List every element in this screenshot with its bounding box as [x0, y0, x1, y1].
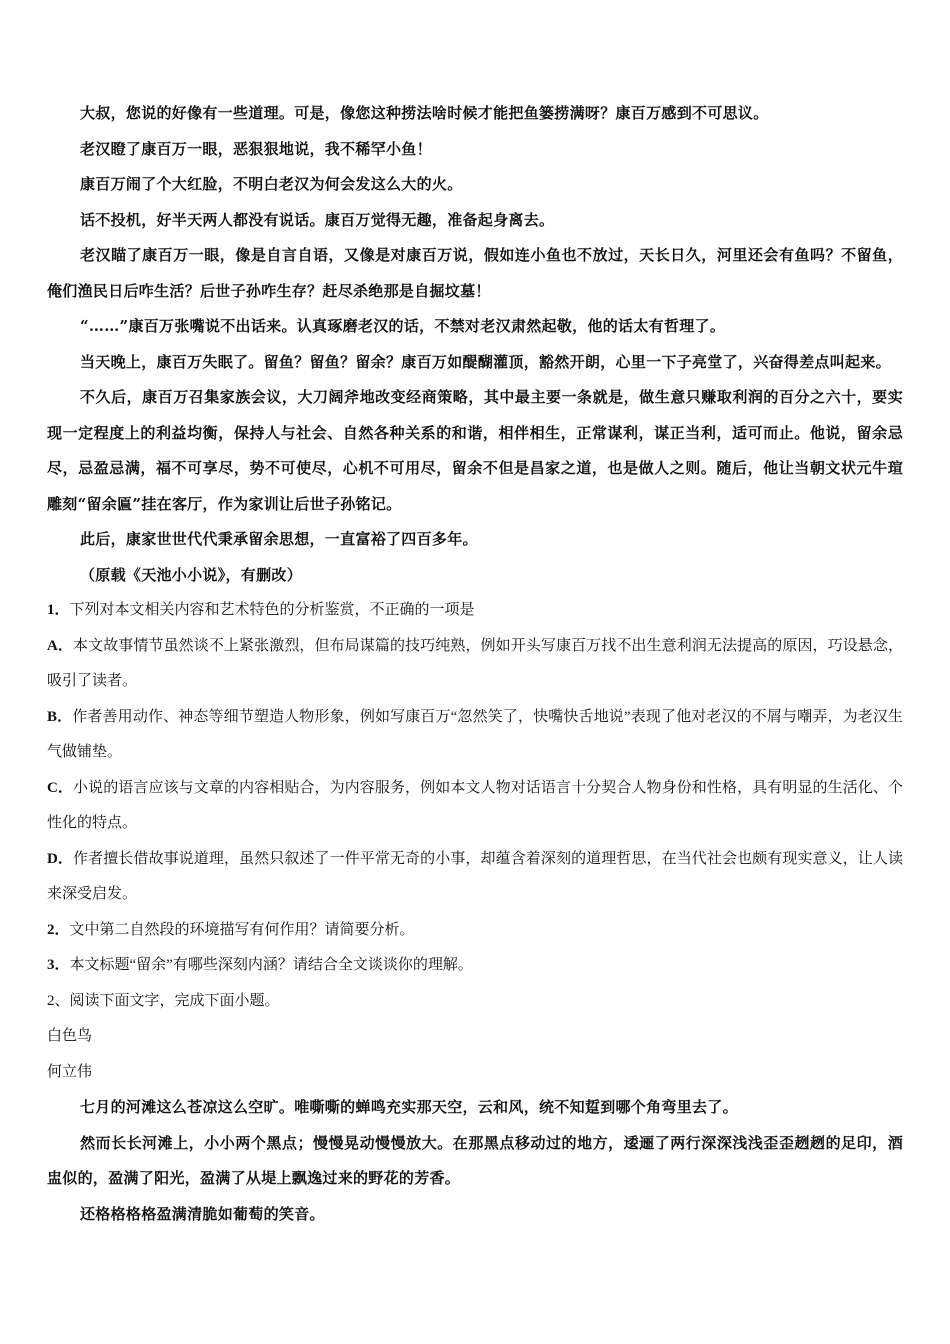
section-instruction: 2、阅读下面文字，完成下面小题。 [47, 992, 280, 1009]
question-number: 2． [47, 921, 70, 938]
option-letter: B． [47, 708, 73, 725]
option-text: 作者擅长借故事说道理，虽然只叙述了一件平常无奇的小事，却蕴含着深刻的道理哲思，在当代社会也颇有现实意义，让人读来深受启发。 [47, 850, 903, 902]
story-paragraph-3: 康百万闹了个大红脸，不明白老汉为何会发这么大的火。 [80, 175, 463, 193]
story-paragraph-1: 大叔，您说的好像有一些道理。可是，像您这种捞法啥时候才能把鱼篓捞满呀？康百万感到不可思议。 [80, 104, 769, 122]
story-paragraph-6: “……”康百万张嘴说不出话来。认真琢磨老汉的话，不禁对老汉肃然起敬，他的话太有哲理了。 [80, 317, 726, 335]
story-paragraph-4: 话不投机，好半天两人都没有说话。康百万觉得无趣，准备起身离去。 [80, 210, 555, 229]
question-1 [47, 593, 903, 629]
story-paragraph-8: 不久后，康百万召集家族会议，大刀阔斧地改变经商策略，其中最主要一条就是，做生意只赚取利润的百分之六十，要实现一定程度上的利益均衡，保持人与社会、自然各种关系的和谐，相伴相生，正常谋利，谋正当利，适可而止。他说，留余忌尽，忌盈忌满，福不可享尽，势不可使尽，心机不可用尽，留余不但是昌家之道，也是做人之则。随后，他让当朝文状元牛瑄雕刻“留余匾”挂在客厅，作为家训让后世子孙铭记。 [47, 388, 903, 513]
story2-paragraph-2: 然而长长河滩上，小小两个黑点；慢慢晃动慢慢放大。在那黑点移动过的地方，逶逦了两行深深浅浅歪歪趔趔的足印，酒盅似的，盈满了阳光，盈满了从堤上飘逸过来的野花的芳香。 [47, 1133, 903, 1187]
option-text: 小说的语言应该与文章的内容相贴合，为内容服务，例如本文人物对话语言十分契合人物身份和性格，具有明显的生活化、个性化的特点。 [47, 779, 903, 831]
option-c [47, 771, 903, 842]
story-paragraph-2: 老汉瞪了康百万一眼，恶狠狠地说，我不稀罕小鱼！ [80, 139, 432, 158]
question-number: 1． [47, 602, 70, 618]
question-2 [47, 913, 903, 949]
story2-paragraph-1: 七月的河滩这么苍凉这么空旷。唯嘶嘶的蝉鸣充实那天空，云和风，统不知踅到哪个角弯里去了。 [80, 1098, 738, 1116]
story-paragraph-7: 当天晚上，康百万失眠了。留鱼？留鱼？留余？康百万如醍醐灌顶，豁然开朗，心里一下子亮堂了，兴奋得差点叫起来。 [80, 352, 891, 371]
source-note: （原载《天池小小说》，有删改） [80, 565, 303, 584]
question-text: 本文标题“留余”有哪些深刻内涵？请结合全文谈谈你的理解。 [69, 957, 473, 973]
question-text: 文中第二自然段的环境描写有何作用？请简要分析。 [69, 921, 415, 938]
question-3 [47, 948, 903, 984]
story2-paragraph-3: 还格格格格盈满清脆如葡萄的笑音。 [80, 1204, 325, 1223]
story-title: 白色鸟 [47, 1028, 93, 1044]
option-a [47, 629, 903, 700]
option-letter: D． [47, 850, 74, 867]
story-paragraph-9: 此后，康家世世代代秉承留余思想，一直富裕了四百多年。 [80, 530, 478, 548]
story-author: 何立伟 [47, 1063, 93, 1080]
option-b [47, 700, 903, 771]
question-text: 下列对本文相关内容和艺术特色的分析鉴赏，不正确的一项是 [69, 602, 475, 618]
option-letter: C． [47, 779, 74, 796]
option-d [47, 842, 903, 913]
document-page [47, 96, 903, 1232]
question-number: 3． [47, 957, 70, 973]
story-paragraph-5: 老汉瞄了康百万一眼，像是自言自语，又像是对康百万说，假如连小鱼也不放过，天长日久，河里还会有鱼吗？不留鱼，俺们渔民日后咋生活？后世子孙咋生存？赶尽杀绝那是自掘坟墓！ [47, 246, 903, 300]
option-text: 作者善用动作、神态等细节塑造人物形象，例如写康百万“忽然笑了，快嘴快舌地说”表现了他对老汉的不屑与嘲弄，为老汉生气做铺垫。 [47, 708, 903, 760]
option-text: 本文故事情节虽然谈不上紧张激烈，但布局谋篇的技巧纯熟，例如开头写康百万找不出生意利润无法提高的原因，巧设悬念，吸引了读者。 [47, 637, 903, 689]
option-letter: A． [47, 637, 74, 654]
